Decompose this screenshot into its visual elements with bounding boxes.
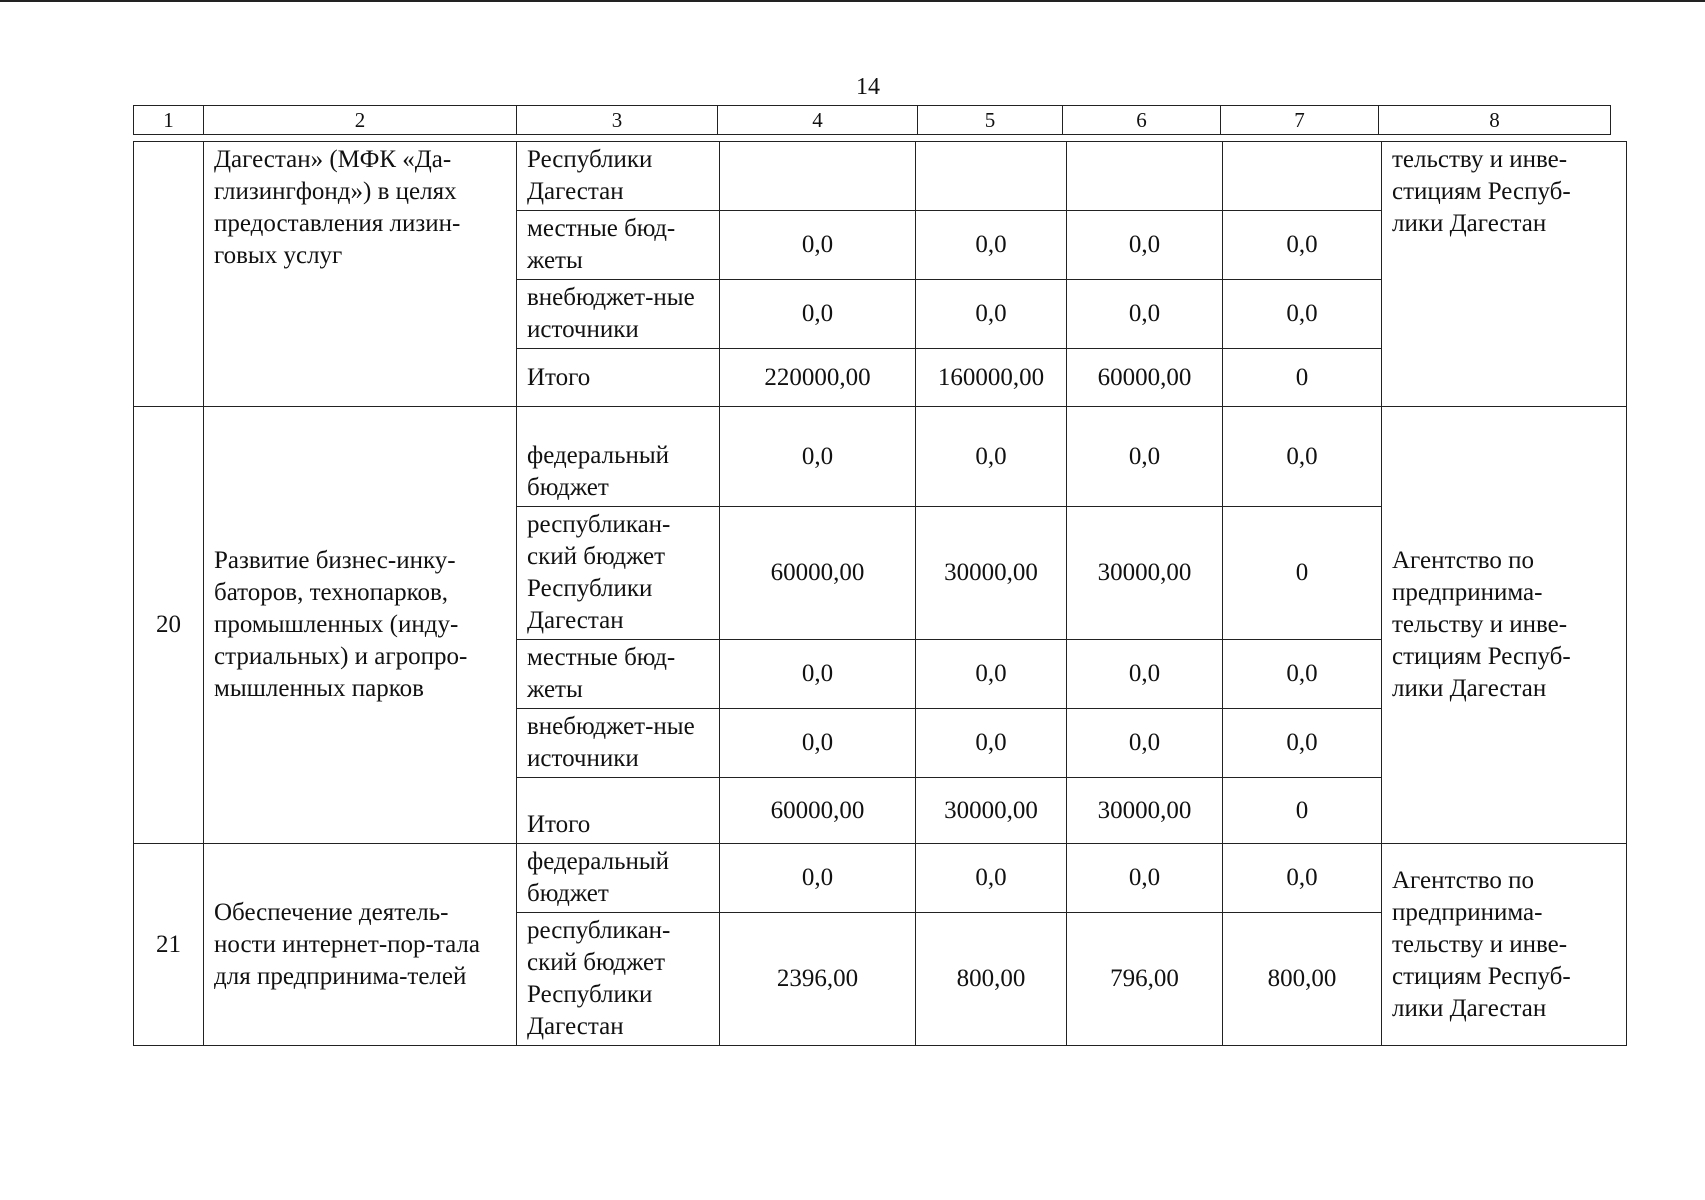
- funding-source: внебюджет-ные источники: [517, 280, 720, 349]
- column-number: 1: [134, 106, 204, 135]
- value-col6: 0,0: [1067, 844, 1223, 913]
- value-col6: 796,00: [1067, 913, 1223, 1046]
- funding-source: федеральный бюджет: [517, 407, 720, 507]
- responsible-agency: Агентство по предпринима-тельству и инве-стициям Респуб-лики Дагестан: [1382, 407, 1627, 844]
- budget-table: [133, 141, 1627, 1046]
- value-col7: 0,0: [1223, 280, 1382, 349]
- value-col6: 0,0: [1067, 709, 1223, 778]
- page-top-border: [0, 0, 1705, 2]
- value-col4: 0,0: [720, 844, 916, 913]
- value-col7: 0,0: [1223, 709, 1382, 778]
- value-col4: 0,0: [720, 709, 916, 778]
- measure-name: Дагестан» (МФК «Да-глизингфонд») в целях предоставления лизин-говых услуг: [204, 142, 517, 407]
- value-col7: 0,0: [1223, 407, 1382, 507]
- value-col5: [916, 142, 1067, 211]
- value-col7: 800,00: [1223, 913, 1382, 1046]
- value-col7: 0: [1223, 349, 1382, 407]
- value-col4: 0,0: [720, 640, 916, 709]
- value-col5: 30000,00: [916, 507, 1067, 640]
- column-number: 5: [918, 106, 1063, 135]
- value-col6: 0,0: [1067, 407, 1223, 507]
- value-col4: [720, 142, 916, 211]
- column-number: 8: [1379, 106, 1611, 135]
- value-col5: 800,00: [916, 913, 1067, 1046]
- measure-name: Развитие бизнес-инку-баторов, технопарков, промышленных (инду-стриальных) и агропро-мышленных парков: [204, 407, 517, 844]
- funding-source: местные бюд-жеты: [517, 640, 720, 709]
- value-col5: 0,0: [916, 844, 1067, 913]
- funding-source: федеральный бюджет: [517, 844, 720, 913]
- value-col6: 60000,00: [1067, 349, 1223, 407]
- responsible-agency: Агентство по предпринима-тельству и инве-стициям Респуб-лики Дагестан: [1382, 844, 1627, 1046]
- value-col4: 0,0: [720, 211, 916, 280]
- funding-source: республикан-ский бюджет Республики Дагестан: [517, 913, 720, 1046]
- value-col7: 0: [1223, 778, 1382, 844]
- value-col6: 30000,00: [1067, 778, 1223, 844]
- value-col5: 0,0: [916, 280, 1067, 349]
- measure-name: Обеспечение деятель-ности интернет-пор-тала для предпринима-телей: [204, 844, 517, 1046]
- column-number: 3: [517, 106, 718, 135]
- value-col5: 0,0: [916, 709, 1067, 778]
- row-number: [134, 142, 204, 407]
- value-col5: 160000,00: [916, 349, 1067, 407]
- value-col5: 0,0: [916, 640, 1067, 709]
- funding-source: Республики Дагестан: [517, 142, 720, 211]
- value-col6: [1067, 142, 1223, 211]
- value-col7: 0,0: [1223, 211, 1382, 280]
- value-col5: 0,0: [916, 211, 1067, 280]
- value-col4: 220000,00: [720, 349, 916, 407]
- value-col4: 60000,00: [720, 778, 916, 844]
- funding-source: Итого: [517, 778, 720, 844]
- column-number: 4: [718, 106, 918, 135]
- responsible-agency: тельству и инве-стициям Респуб-лики Дагестан: [1382, 142, 1627, 407]
- value-col5: 0,0: [916, 407, 1067, 507]
- row-number: 21: [134, 844, 204, 1046]
- funding-source: республикан-ский бюджет Республики Дагестан: [517, 507, 720, 640]
- value-col6: 0,0: [1067, 640, 1223, 709]
- column-number: 7: [1221, 106, 1379, 135]
- value-col4: 0,0: [720, 280, 916, 349]
- column-number: 2: [204, 106, 517, 135]
- value-col7: 0,0: [1223, 844, 1382, 913]
- value-col4: 0,0: [720, 407, 916, 507]
- value-col6: 0,0: [1067, 280, 1223, 349]
- page-number: 14: [856, 74, 880, 100]
- table-row: [134, 142, 1627, 211]
- value-col7: 0: [1223, 507, 1382, 640]
- value-col6: 0,0: [1067, 211, 1223, 280]
- value-col6: 30000,00: [1067, 507, 1223, 640]
- funding-source: Итого: [517, 349, 720, 407]
- column-number: 6: [1063, 106, 1221, 135]
- funding-source: местные бюд-жеты: [517, 211, 720, 280]
- value-col4: 2396,00: [720, 913, 916, 1046]
- row-number: 20: [134, 407, 204, 844]
- table-row: [134, 407, 1627, 507]
- value-col5: 30000,00: [916, 778, 1067, 844]
- value-col7: 0,0: [1223, 640, 1382, 709]
- value-col4: 60000,00: [720, 507, 916, 640]
- column-number-header: [133, 105, 1611, 135]
- table-row: [134, 844, 1627, 913]
- value-col7: [1223, 142, 1382, 211]
- funding-source: внебюджет-ные источники: [517, 709, 720, 778]
